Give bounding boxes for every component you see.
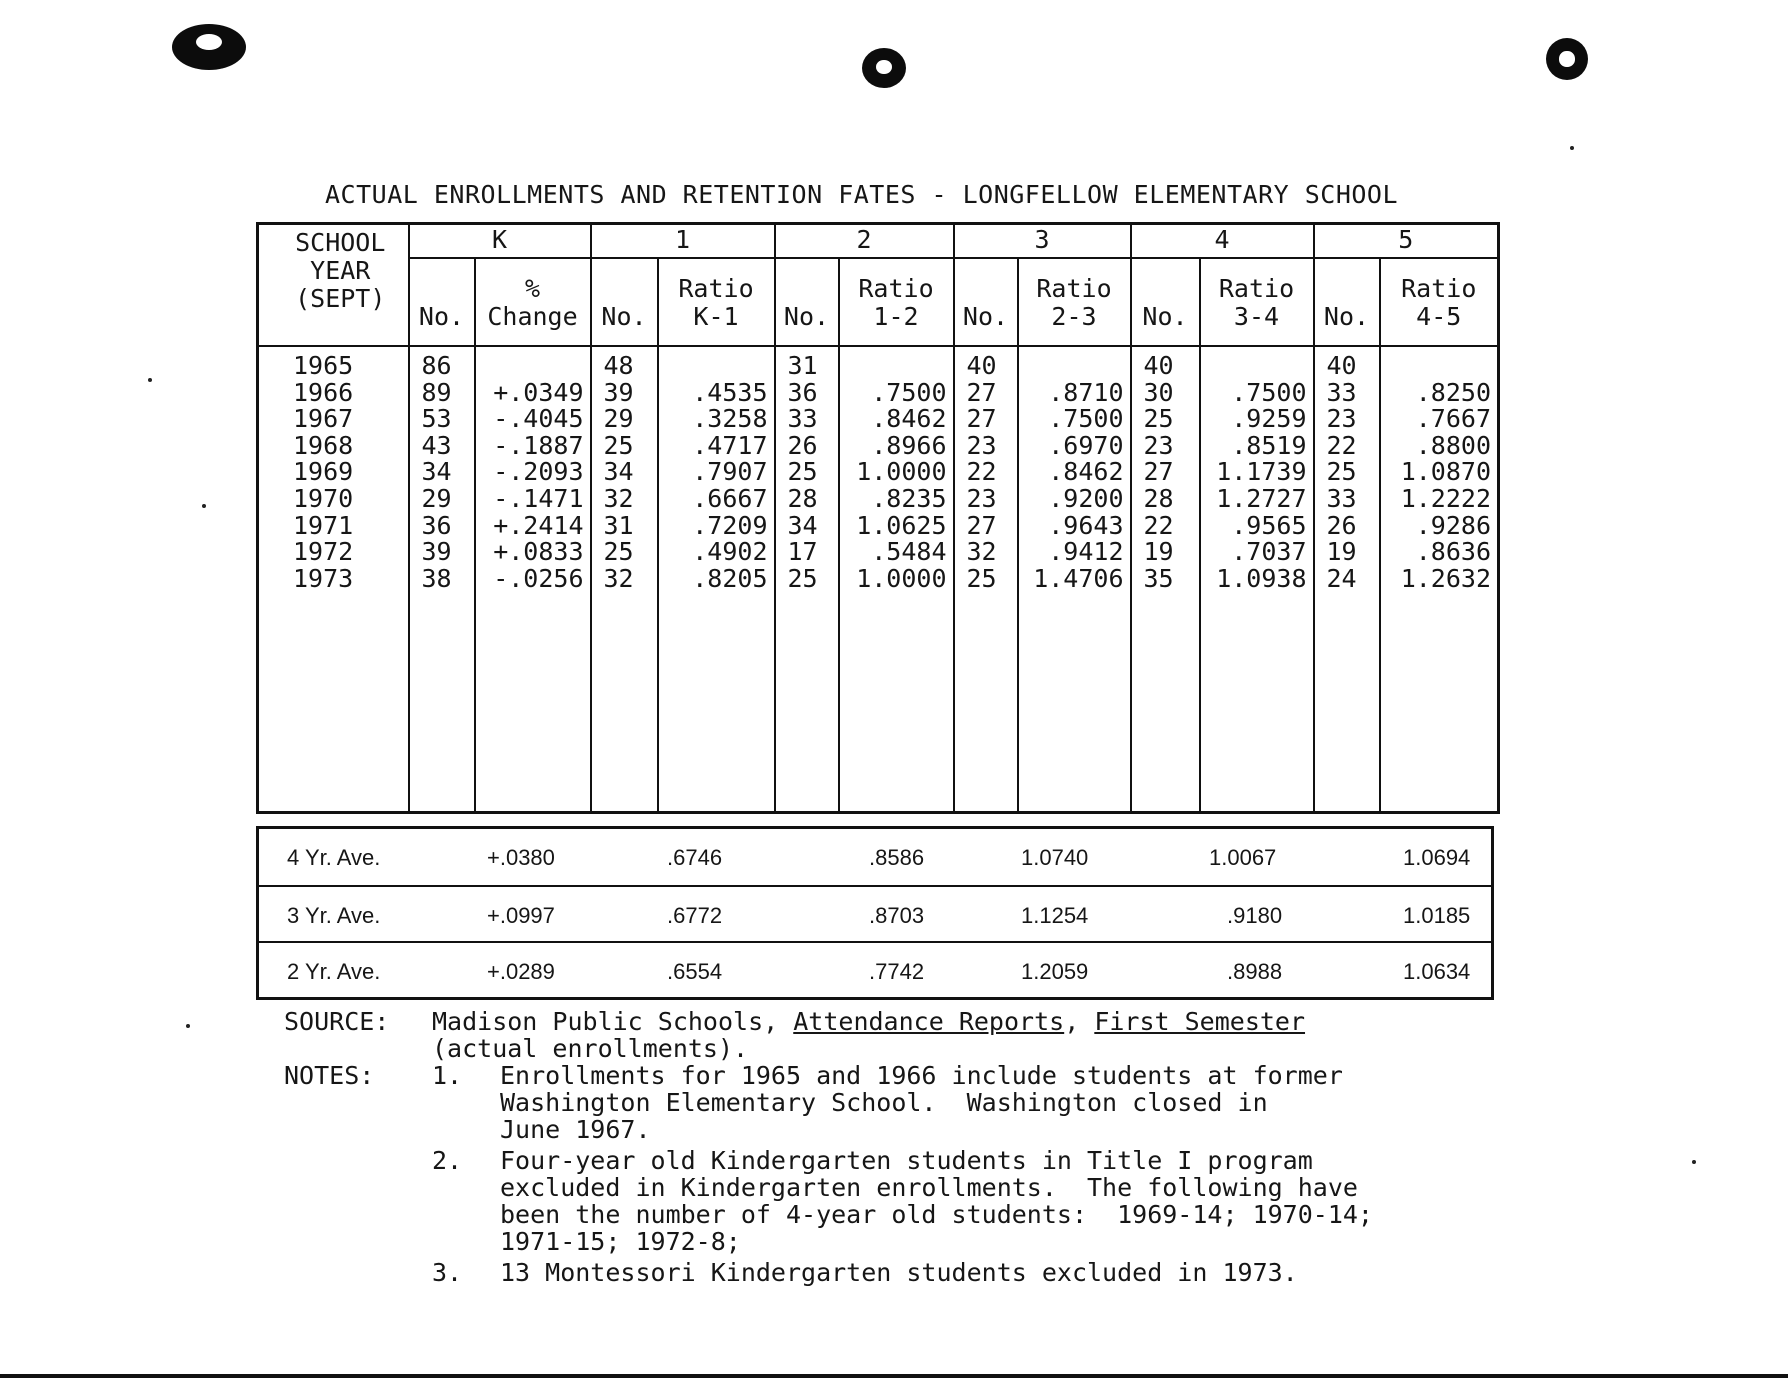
table-cell — [840, 353, 947, 380]
grade-2-header: 2 — [775, 224, 954, 259]
average-value: .6772 — [667, 903, 723, 928]
table-cell: 32 — [966, 537, 997, 567]
table-cell: .4902 — [692, 537, 768, 567]
ratio-4-5-column — [1380, 346, 1499, 813]
table-cell: 22 — [966, 457, 997, 487]
table-cell: 23 — [966, 430, 997, 460]
table-cell: .4535 — [692, 377, 768, 407]
ratio-word: Ratio — [678, 274, 754, 303]
year-cell: 1967 — [293, 404, 354, 434]
table-cell: .8636 — [1415, 537, 1491, 567]
ratio-header — [658, 258, 775, 346]
grade-4-header: 4 — [1131, 224, 1314, 259]
table-cell: .6970 — [1048, 430, 1124, 460]
table-cell: 28 — [787, 483, 818, 513]
data-block — [258, 346, 1499, 813]
column-header-row — [258, 258, 1499, 346]
table-cell: -.4045 — [493, 404, 584, 434]
table-cell: +.2414 — [493, 510, 584, 540]
table-cell: 53 — [421, 404, 452, 434]
average-label: 2 Yr. Ave. — [287, 959, 381, 984]
table-cell: .8519 — [1231, 430, 1307, 460]
table-cell: 38 — [421, 563, 452, 593]
average-value: 1.0740 — [1021, 845, 1089, 870]
note-line: 1971-15; 1972-8; — [500, 1227, 741, 1256]
average-row-2yr — [259, 941, 1491, 999]
table-cell: 43 — [421, 430, 452, 460]
g3-no-column — [954, 346, 1018, 813]
table-cell: +.0833 — [493, 537, 584, 567]
year-cell: 1969 — [293, 457, 354, 487]
table-cell: 1.0000 — [856, 457, 947, 487]
year-cell: 1973 — [293, 563, 354, 593]
average-value: .6554 — [667, 959, 723, 984]
table-cell: 25 — [603, 430, 634, 460]
table-cell: 36 — [787, 377, 818, 407]
table-cell: .8966 — [871, 430, 947, 460]
table-cell: .5484 — [871, 537, 947, 567]
table-cell: .6667 — [692, 483, 768, 513]
table-cell: 1.0000 — [856, 563, 947, 593]
year-cell: 1972 — [293, 537, 354, 567]
table-cell: 23 — [1326, 404, 1357, 434]
table-cell: +.0349 — [493, 377, 584, 407]
ratio-header — [1200, 258, 1314, 346]
table-cell: .8800 — [1415, 430, 1491, 460]
ratio-header — [1018, 258, 1131, 346]
table-cell: 25 — [787, 457, 818, 487]
year-cell: 1966 — [293, 377, 354, 407]
table-cell — [1381, 353, 1492, 380]
table-cell: 30 — [1143, 377, 1174, 407]
note-number: 1. — [432, 1061, 463, 1090]
average-value: .8586 — [869, 845, 925, 870]
grade-1-header: 1 — [591, 224, 775, 259]
ratio-label: 4-5 — [1416, 302, 1462, 331]
table-cell: 1.0870 — [1400, 457, 1491, 487]
table-cell: 19 — [1326, 537, 1357, 567]
table-cell: 25 — [787, 563, 818, 593]
table-cell: 1.0625 — [856, 510, 947, 540]
ratio-header — [839, 258, 954, 346]
table-cell: 33 — [1326, 483, 1357, 513]
table-cell: 29 — [421, 483, 452, 513]
ratio-word: Ratio — [1218, 274, 1295, 303]
average-value: 1.1254 — [1021, 903, 1089, 928]
notes-label: NOTES: — [284, 1061, 375, 1090]
table-cell — [1201, 353, 1307, 380]
table-cell: 32 — [603, 483, 634, 513]
average-label: 3 Yr. Ave. — [287, 903, 381, 928]
table-cell: 23 — [1143, 430, 1174, 460]
table-cell: 86 — [421, 351, 452, 380]
note-line: Enrollments for 1965 and 1966 include students at former — [500, 1061, 1343, 1090]
school-year-label-line: YEAR — [310, 256, 371, 285]
table-cell: -.2093 — [493, 457, 584, 487]
table-cell: .9200 — [1048, 483, 1124, 513]
table-cell: -.1887 — [493, 430, 584, 460]
g5-no-column — [1314, 346, 1380, 813]
table-cell — [1019, 353, 1124, 380]
average-row-3yr — [259, 885, 1491, 943]
table-cell: 31 — [787, 351, 818, 380]
table-cell: 40 — [1326, 351, 1357, 380]
table-cell: 25 — [1143, 404, 1174, 434]
school-year-header — [258, 224, 409, 347]
average-value: .9180 — [1227, 903, 1283, 928]
table-cell: 22 — [1326, 430, 1357, 460]
table-cell: 34 — [603, 457, 634, 487]
table-cell: 29 — [603, 404, 634, 434]
table-cell: .4717 — [692, 430, 768, 460]
table-cell — [659, 353, 768, 380]
table-cell — [476, 353, 584, 380]
table-cell: 25 — [966, 563, 997, 593]
ratio-label: 1-2 — [873, 302, 919, 331]
average-value: +.0289 — [487, 959, 555, 984]
no-header: No. — [775, 258, 839, 346]
table-cell: .9259 — [1231, 404, 1307, 434]
averages-table — [256, 826, 1494, 1000]
average-row-4yr — [259, 829, 1491, 885]
source-comma: , — [1064, 1007, 1080, 1036]
grade-5-header: 5 — [1314, 224, 1499, 259]
average-value: .8988 — [1227, 959, 1283, 984]
year-cell: 1965 — [293, 351, 354, 380]
table-cell: 40 — [966, 351, 997, 380]
table-cell: 22 — [1143, 510, 1174, 540]
table-cell: .7500 — [1048, 404, 1124, 434]
grade-k-header: K — [409, 224, 591, 259]
year-cell: 1968 — [293, 430, 354, 460]
page-bottom-edge — [0, 1374, 1788, 1378]
table-cell: 33 — [787, 404, 818, 434]
table-cell: 32 — [603, 563, 634, 593]
change-label: Change — [487, 302, 578, 331]
ratio-word: Ratio — [1401, 274, 1477, 303]
note-number: 3. — [432, 1258, 463, 1287]
table-cell: 25 — [603, 537, 634, 567]
table-cell: 28 — [1143, 483, 1174, 513]
table-cell: .9643 — [1048, 510, 1124, 540]
speck — [1570, 146, 1574, 150]
table-cell: .9286 — [1415, 510, 1491, 540]
average-value: 1.0634 — [1403, 959, 1471, 984]
table-cell: .8710 — [1048, 377, 1124, 407]
pct-symbol: % — [524, 274, 541, 303]
table-cell: .7209 — [692, 510, 768, 540]
average-value: +.0997 — [487, 903, 555, 928]
source-text-continued: (actual enrollments). — [432, 1034, 749, 1063]
note-line: been the number of 4-year old students: 1969-14; 1970-14; — [500, 1200, 1373, 1229]
year-cell: 1970 — [293, 483, 354, 513]
table-cell: 24 — [1326, 563, 1357, 593]
note-line: June 1967. — [500, 1115, 651, 1144]
no-header: No. — [409, 258, 475, 346]
average-value: 1.0067 — [1209, 845, 1277, 870]
year-cell: 1971 — [293, 510, 354, 540]
table-cell: 27 — [1143, 457, 1174, 487]
ratio-k-1-column — [658, 346, 775, 813]
ratio-1-2-column — [839, 346, 954, 813]
speck — [186, 1024, 190, 1028]
table-cell: 34 — [421, 457, 452, 487]
table-cell: .7667 — [1415, 404, 1491, 434]
ratio-label: 3-4 — [1233, 302, 1280, 331]
average-value: 1.0694 — [1403, 845, 1471, 870]
pct-change-header — [475, 258, 591, 346]
table-cell: .8250 — [1415, 377, 1491, 407]
source-semester: First Semester — [1094, 1007, 1306, 1036]
table-cell: -.0256 — [493, 563, 584, 593]
table-cell: -.1471 — [493, 483, 584, 513]
table-cell: 89 — [421, 377, 452, 407]
note-line: Four-year old Kindergarten students in Title I program — [500, 1146, 1313, 1175]
average-value: 1.2059 — [1021, 959, 1089, 984]
g4-no-column — [1131, 346, 1200, 813]
average-value: .6746 — [667, 845, 723, 870]
ratio-word: Ratio — [1036, 274, 1112, 303]
speck — [1692, 1160, 1696, 1164]
no-header: No. — [954, 258, 1018, 346]
k-pct-change-column — [475, 346, 591, 813]
note-line: Washington Elementary School. Washington closed in — [500, 1088, 1268, 1117]
table-cell: .7500 — [871, 377, 947, 407]
no-header: No. — [1314, 258, 1380, 346]
table-cell: 26 — [787, 430, 818, 460]
school-year-label-line: SCHOOL — [295, 228, 386, 257]
table-cell: 35 — [1143, 563, 1174, 593]
no-header: No. — [591, 258, 658, 346]
table-cell: 1.1739 — [1216, 457, 1307, 487]
ratio-header — [1380, 258, 1499, 346]
ratio-label: K-1 — [693, 302, 739, 331]
table-cell: 17 — [787, 537, 818, 567]
table-cell: 27 — [966, 510, 997, 540]
table-cell: .9565 — [1231, 510, 1307, 540]
source-label: SOURCE: — [284, 1007, 390, 1036]
table-cell: 27 — [966, 377, 997, 407]
average-value: .8703 — [869, 903, 925, 928]
no-header: No. — [1131, 258, 1200, 346]
binder-hole-center — [862, 48, 906, 88]
table-cell: .9412 — [1048, 537, 1124, 567]
average-label: 4 Yr. Ave. — [287, 845, 381, 870]
source-text — [432, 1008, 1305, 1035]
table-cell: 36 — [421, 510, 452, 540]
table-cell: 31 — [603, 510, 634, 540]
k-no-column — [409, 346, 475, 813]
source-report-title: Attendance Reports — [793, 1007, 1065, 1036]
table-cell: 1.2632 — [1400, 563, 1491, 593]
table-cell: 26 — [1326, 510, 1357, 540]
g2-no-column — [775, 346, 839, 813]
grade-3-header: 3 — [954, 224, 1131, 259]
note-line: excluded in Kindergarten enrollments. The following have — [500, 1173, 1358, 1202]
binder-hole-right — [1546, 38, 1588, 80]
table-cell: 34 — [787, 510, 818, 540]
table-cell: 1.2222 — [1400, 483, 1491, 513]
table-cell: 27 — [966, 404, 997, 434]
ratio-label: 2-3 — [1051, 302, 1097, 331]
table-cell: 39 — [603, 377, 634, 407]
table-cell: .3258 — [692, 404, 768, 434]
source-publisher: Madison Public Schools, — [432, 1007, 779, 1036]
table-cell: 23 — [966, 483, 997, 513]
table-cell: 40 — [1143, 351, 1174, 380]
table-cell: .8235 — [871, 483, 947, 513]
table-cell: .7907 — [692, 457, 768, 487]
school-year-label-line: (SEPT) — [295, 284, 386, 313]
speck — [202, 504, 206, 508]
table-cell: .8462 — [1048, 457, 1124, 487]
note-number: 2. — [432, 1146, 463, 1175]
note-line: 13 Montessori Kindergarten students excluded in 1973. — [500, 1258, 1298, 1287]
page-title: ACTUAL ENROLLMENTS AND RETENTION FATES - LONGFELLOW ELEMENTARY SCHOOL — [325, 180, 1399, 209]
ratio-word: Ratio — [858, 274, 934, 303]
g1-no-column — [591, 346, 658, 813]
table-cell: .8205 — [692, 563, 768, 593]
table-cell: 1.4706 — [1033, 563, 1124, 593]
table-cell: 25 — [1326, 457, 1357, 487]
grade-header-row — [258, 224, 1499, 259]
ratio-2-3-column — [1018, 346, 1131, 813]
ratio-3-4-column — [1200, 346, 1314, 813]
table-cell: 33 — [1326, 377, 1357, 407]
table-cell: 39 — [421, 537, 452, 567]
table-cell: 1.2727 — [1216, 483, 1307, 513]
average-value: +.0380 — [487, 845, 555, 870]
table-cell: .7500 — [1231, 377, 1307, 407]
enrollment-table — [256, 222, 1500, 814]
table-cell: .7037 — [1231, 537, 1307, 567]
year-column — [258, 346, 409, 813]
table-cell: 48 — [603, 351, 634, 380]
average-value: .7742 — [869, 959, 925, 984]
table-cell: .8462 — [871, 404, 947, 434]
average-value: 1.0185 — [1403, 903, 1471, 928]
speck — [148, 378, 152, 382]
table-cell: 19 — [1143, 537, 1174, 567]
binder-hole-left — [172, 24, 246, 70]
table-cell: 1.0938 — [1216, 563, 1307, 593]
